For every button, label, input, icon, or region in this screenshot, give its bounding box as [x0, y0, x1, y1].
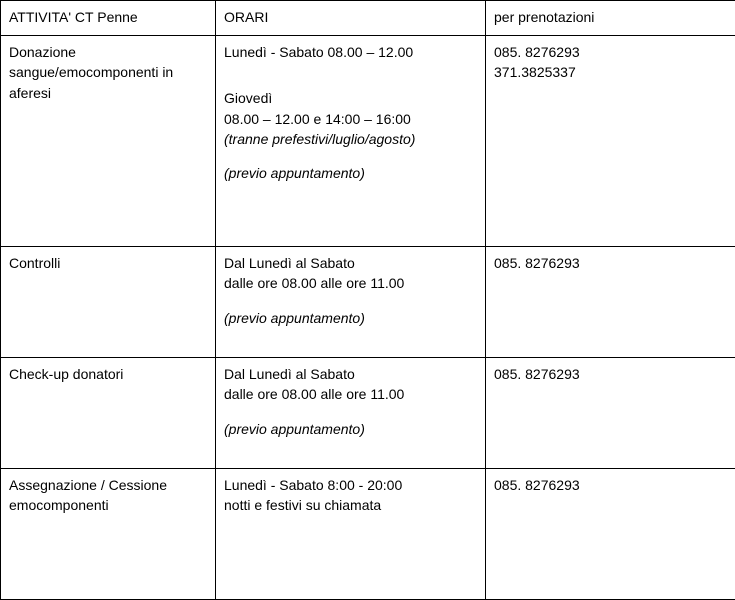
activity-line: Controlli: [9, 253, 207, 273]
table-header-row: [1, 1, 735, 36]
cell-booking-assegnazione: [486, 469, 735, 600]
header-activity: ATTIVITA' CT Penne: [1, 1, 216, 36]
hours-line: dalle ore 08.00 alle ore 11.00: [224, 273, 477, 293]
cell-activity-checkup: [1, 358, 216, 469]
activity-line: Assegnazione / Cessione: [9, 475, 207, 495]
hours-line: 08.00 – 12.00 e 14:00 – 16:00: [224, 109, 477, 129]
hours-note: (previo appuntamento): [224, 163, 477, 183]
table-row: [1, 247, 735, 358]
hours-note: (tranne prefestivi/luglio/agosto): [224, 129, 477, 149]
hours-line: Lunedì - Sabato 8:00 - 20:00: [224, 475, 477, 495]
cell-hours-donazione: [216, 36, 486, 247]
cell-activity-donazione: [1, 36, 216, 247]
spacer: [224, 294, 477, 308]
hours-line: Lunedì - Sabato 08.00 – 12.00: [224, 42, 477, 62]
hours-line: Dal Lunedì al Sabato: [224, 364, 477, 384]
cell-booking-controlli: [486, 247, 735, 358]
cell-hours-controlli: [216, 247, 486, 358]
activity-line: emocomponenti: [9, 495, 207, 515]
table-row: [1, 358, 735, 469]
phone-number: 085. 8276293: [494, 253, 727, 273]
spacer: [224, 405, 477, 419]
phone-number: 371.3825337: [494, 62, 727, 82]
cell-activity-assegnazione: [1, 469, 216, 600]
table-body: [1, 36, 735, 600]
hours-line: Dal Lunedì al Sabato: [224, 253, 477, 273]
header-hours: ORARI: [216, 1, 486, 36]
cell-booking-checkup: [486, 358, 735, 469]
phone-number: 085. 8276293: [494, 364, 727, 384]
hours-line: Giovedì: [224, 88, 477, 108]
activity-line: aferesi: [9, 83, 207, 103]
table-row: [1, 469, 735, 600]
activity-line: Donazione: [9, 42, 207, 62]
spacer: [224, 149, 477, 163]
hours-line: notti e festivi su chiamata: [224, 495, 477, 515]
cell-hours-checkup: [216, 358, 486, 469]
phone-number: 085. 8276293: [494, 42, 727, 62]
activity-line: Check-up donatori: [9, 364, 207, 384]
cell-hours-assegnazione: [216, 469, 486, 600]
header-booking: per prenotazioni: [486, 1, 735, 36]
hours-note: (previo appuntamento): [224, 419, 477, 439]
cell-activity-controlli: [1, 247, 216, 358]
table-row: [1, 36, 735, 247]
hours-line: dalle ore 08.00 alle ore 11.00: [224, 384, 477, 404]
cell-booking-donazione: [486, 36, 735, 247]
table-header: [1, 1, 735, 36]
phone-number: 085. 8276293: [494, 475, 727, 495]
activity-line: sangue/emocomponenti in: [9, 62, 207, 82]
hours-note: (previo appuntamento): [224, 308, 477, 328]
spacer: [224, 62, 477, 88]
